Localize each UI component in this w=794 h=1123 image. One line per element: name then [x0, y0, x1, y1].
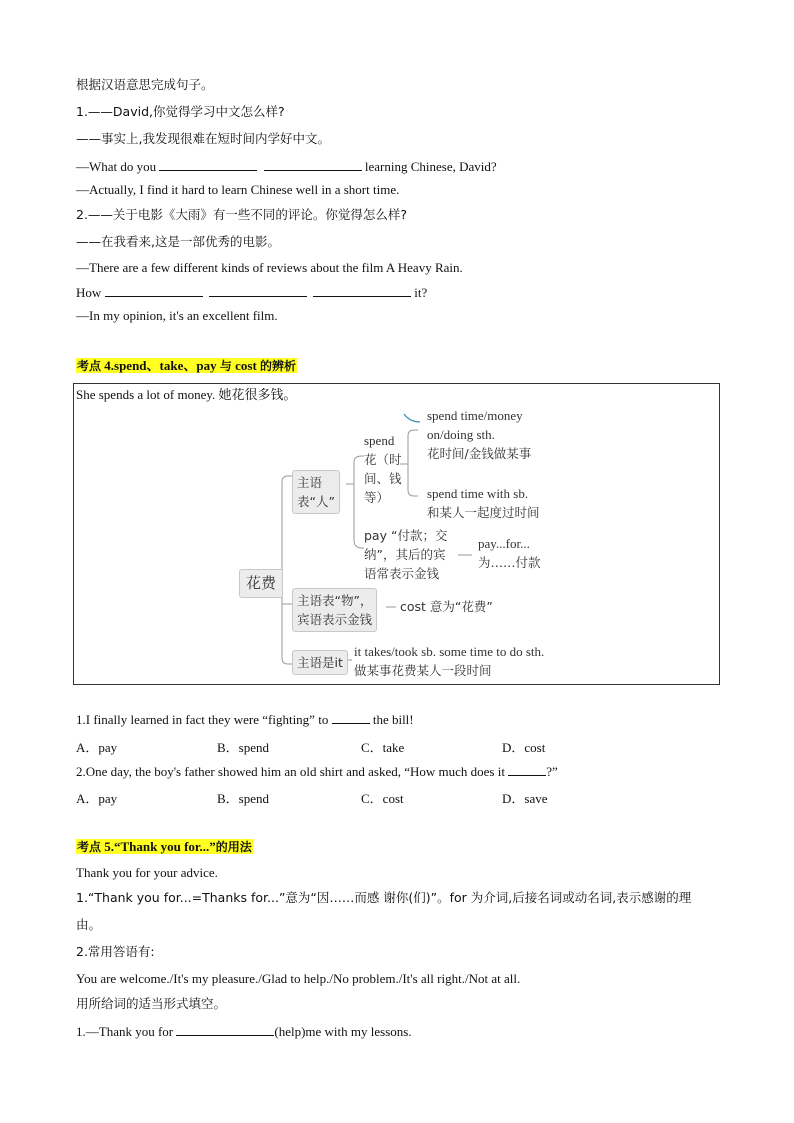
q2-english-statement: —There are a few different kinds of reviews about the film A Heavy Rain.	[76, 260, 463, 275]
spend-usage-1: spend time/money on/doing sth. 花时间/金钱做某事	[427, 408, 532, 461]
q1-english-question	[76, 157, 497, 176]
q-prefix: 1.—Thank you for	[76, 1024, 174, 1039]
fill-blank[interactable]	[264, 157, 362, 171]
q-suffix: (help)me with my lessons.	[274, 1024, 412, 1039]
pay-definition: pay “付款；交 纳”，其后的宾 语常表示金钱	[364, 528, 448, 581]
heading-topic: 5.“Thank you for...”	[101, 839, 216, 854]
example-sentence: She spends a lot of money. 她花很多钱。	[76, 387, 297, 402]
q1-prefix: —What do you	[76, 159, 157, 174]
fill-blank[interactable]	[332, 710, 370, 724]
instruction-text: 根据汉语意思完成句子。	[76, 77, 214, 92]
section-heading-4	[76, 357, 297, 375]
q-prefix: 1.I finally learned in fact they were “fighting” to	[76, 712, 329, 727]
mc-q2-option-c[interactable]: C．cost	[361, 791, 404, 806]
heading-topic: 4.spend、take、pay	[101, 358, 220, 373]
pay-usage: pay...for... 为……付款	[478, 536, 541, 570]
mc-q1-option-d[interactable]: D．cost	[502, 740, 546, 755]
heading-suffix: 的辨析	[260, 359, 297, 373]
q2-english-answer: —In my opinion, it's an excellent film.	[76, 308, 278, 323]
heading-label: 考点	[77, 359, 102, 373]
mindmap-box	[73, 383, 720, 685]
mc-q1-option-b[interactable]: B．spend	[217, 740, 270, 755]
usage-explanation: 1.“Thank you for...=Thanks for...”意为“因……而感 谢你(们)”。for 为介词,后接名词或动名词,表示感谢的理	[76, 890, 692, 905]
checkmark-icon	[404, 414, 420, 422]
q-suffix: ?”	[546, 764, 558, 779]
heading-label: 考点	[77, 840, 102, 854]
branch-label: 主语	[297, 475, 323, 490]
usage-explanation-cont: 由。	[76, 917, 102, 932]
q1-english-answer: —Actually, I find it hard to learn Chinese well in a short time.	[76, 182, 400, 197]
q1-chinese-answer: ——事实上,我发现很难在短时间内学好中文。	[76, 131, 330, 146]
branch-label: 表“人”	[297, 494, 335, 509]
section-heading-5	[76, 838, 253, 856]
branch-subject-it: 主语是it	[292, 650, 348, 675]
branch-label: 宾语表示金钱	[297, 612, 373, 627]
q2-english-question	[76, 283, 427, 302]
mc-q1-text	[76, 710, 414, 729]
q2-suffix: it?	[414, 285, 428, 300]
q-suffix: the bill!	[372, 712, 414, 727]
mc-q2-option-b[interactable]: B．spend	[217, 791, 270, 806]
mc-q2-option-d[interactable]: D．save	[502, 791, 548, 806]
q1-suffix: learning Chinese, David?	[364, 159, 497, 174]
mc-q2-option-a[interactable]: A．pay	[76, 791, 118, 806]
it-usage: it takes/took sb. some time to do sth. 做某事花费某人一段时间	[354, 644, 545, 678]
answers-title: 2.常用答语有:	[76, 944, 155, 959]
fill-blank[interactable]	[209, 283, 307, 297]
example-sentence: Thank you for your advice.	[76, 865, 218, 880]
q2-chinese-prompt: 2.——关于电影《大雨》有一些不同的评论。你觉得怎么样?	[76, 207, 408, 222]
spend-definition: spend 花（时 间、钱 等）	[364, 433, 402, 505]
fill-blank[interactable]	[176, 1022, 274, 1036]
q1-chinese-prompt: 1.——David,你觉得学习中文怎么样?	[76, 104, 285, 119]
branch-subject-thing	[292, 588, 377, 632]
mc-q1-option-c[interactable]: C．take	[361, 740, 405, 755]
q2-prefix: How	[76, 285, 102, 300]
mindmap-root: 花费	[239, 569, 283, 598]
fill-blank[interactable]	[508, 762, 546, 776]
heading-cost: cost	[231, 358, 261, 373]
branch-subject-person	[292, 470, 340, 514]
mc-q1-option-a[interactable]: A．pay	[76, 740, 118, 755]
answers-list: You are welcome./It's my pleasure./Glad to help./No problem./It's all right./Not at all.	[76, 971, 521, 986]
fill-blank[interactable]	[105, 283, 203, 297]
fill-blank[interactable]	[159, 157, 257, 171]
cost-usage: cost 意为“花费”	[400, 599, 493, 614]
q2-chinese-answer: ——在我看来,这是一部优秀的电影。	[76, 234, 280, 249]
mc-q2-text	[76, 762, 558, 781]
heading-suffix: 的用法	[215, 840, 252, 854]
heading-conj: 与	[219, 359, 232, 373]
branch-label: 主语表“物”，	[297, 593, 373, 608]
spend-usage-2: spend time with sb. 和某人一起度过时间	[427, 486, 540, 520]
q-prefix: 2.One day, the boy's father showed him an old shirt and asked, “How much does it	[76, 764, 505, 779]
fill-blank[interactable]	[313, 283, 411, 297]
fill-q1-text	[76, 1022, 412, 1041]
fill-instruction: 用所给词的适当形式填空。	[76, 996, 227, 1011]
